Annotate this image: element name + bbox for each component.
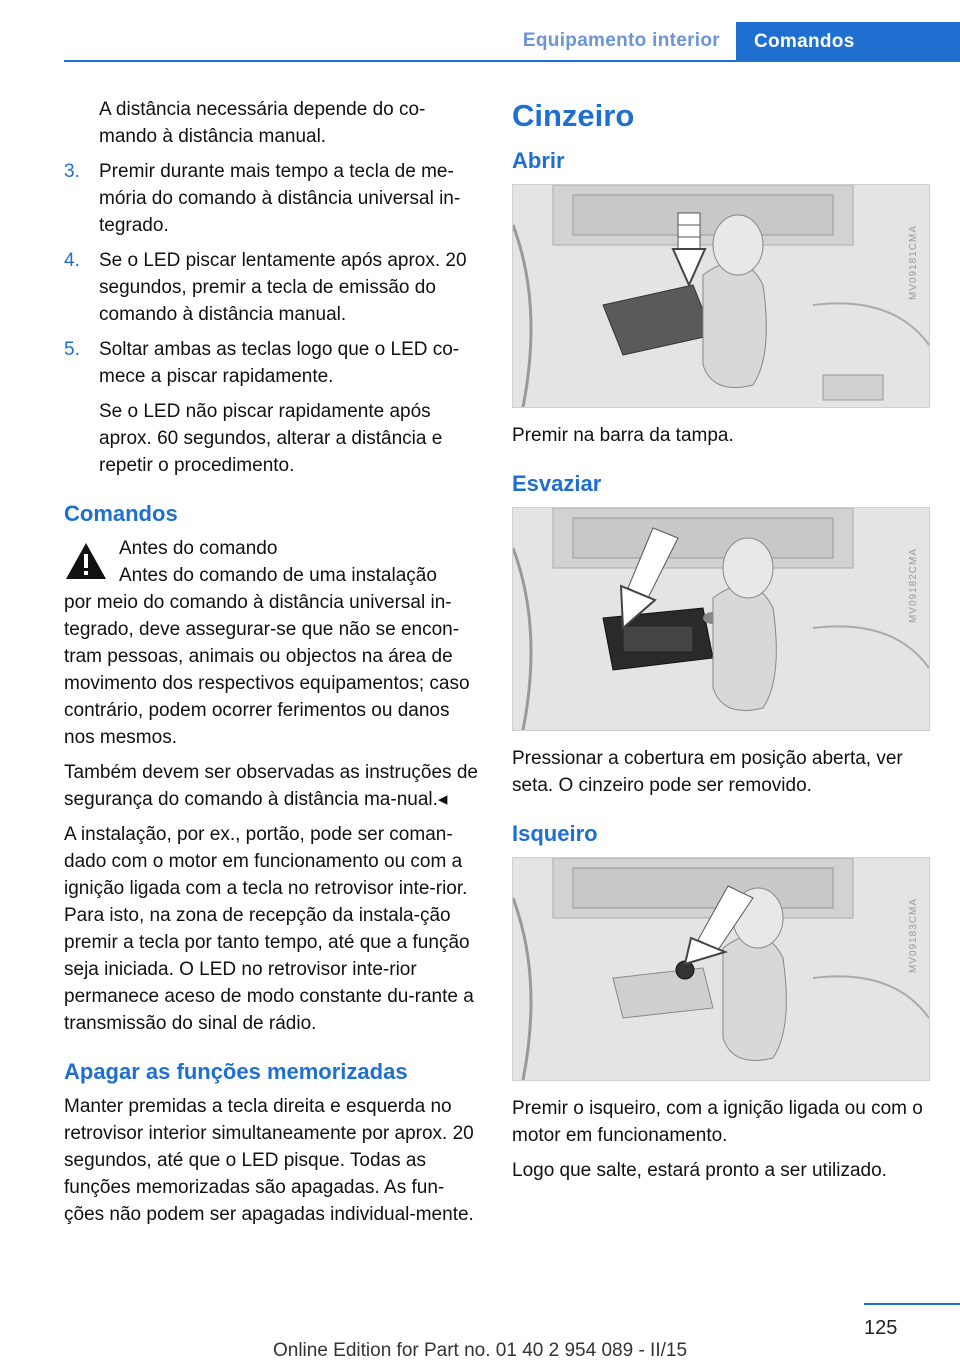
header-section-title: Equipamento interior (522, 30, 720, 51)
page-number: 125 (864, 1317, 898, 1339)
warning-block (64, 535, 480, 751)
steps-list (64, 158, 480, 479)
isqueiro-heading: Isqueiro (512, 821, 598, 846)
step-number: 5. (64, 339, 80, 360)
cigarette-lighter-illustration (513, 858, 929, 1080)
apagar-heading: Apagar as funções memorizadas (64, 1059, 408, 1084)
page-header (0, 22, 960, 62)
step-text: Soltar ambas as teclas logo que o LED co-mece a piscar rapidamente. (99, 339, 460, 387)
isqueiro-caption: Premir o isqueiro, com a ignição ligada ou com o motor em funcionamento. (512, 1098, 923, 1146)
step-number: 4. (64, 250, 80, 271)
ashtray-empty-illustration (513, 508, 929, 730)
figure-code: MV09182CMA (908, 548, 919, 624)
figure-abrir (512, 184, 930, 408)
abrir-caption: Premir na barra da tampa. (512, 425, 734, 446)
comandos-heading: Comandos (64, 501, 178, 526)
figure-code: MV09181CMA (908, 225, 919, 301)
esvaziar-caption: Pressionar a cobertura em posição aberta, ver seta. O cinzeiro pode ser removido. (512, 748, 903, 796)
figure-esvaziar (512, 507, 930, 731)
figure-code: MV09183CMA (908, 898, 919, 974)
step-extra-text: Se o LED não piscar rapidamente após aprox. 60 segundos, alterar a distância e repetir o procedimento. (99, 401, 443, 476)
ashtray-open-illustration (513, 185, 929, 407)
figure-isqueiro (512, 857, 930, 1081)
step-text: Premir durante mais tempo a tecla de me-mória do comando à distância universal in-tegrado. (99, 161, 461, 236)
esvaziar-heading: Esvaziar (512, 471, 602, 496)
cinzeiro-title: Cinzeiro (512, 98, 635, 133)
intro-text: A distância necessária depende do co-mando à distância manual. (99, 99, 426, 147)
header-rule (64, 60, 960, 62)
header-tab-comandos: Comandos (736, 22, 960, 62)
left-column (64, 96, 480, 1236)
list-item (64, 247, 480, 328)
installation-text: A instalação, por ex., portão, pode ser coman-dado com o motor em funcionamento ou com a ignição ligada com a tecla no retrovisor inte-rior. Para isto, na zona de recepção da instala-ção premir a tecla por tanto tempo, até que a função seja iniciada. O LED no retrovisor inte-rior permanece aceso de modo constante du-rante a transmissão do sinal de rádio. (64, 824, 474, 1034)
abrir-heading: Abrir (512, 148, 565, 173)
list-item (64, 158, 480, 239)
warning-text: por meio do comando à distância universal in-tegrado, deve assegurar-se que não se encon-tram pessoas, animais ou objectos na área de movimento dos respectivos equipamentos; caso contrário, podem ocorrer ferimentos ou danos nos mesmos. (64, 592, 470, 748)
step-number: 3. (64, 161, 80, 182)
warning-title: Antes do comando (119, 538, 278, 559)
apagar-text: Manter premidas a tecla direita e esquerda no retrovisor interior simultaneamente por aprox. 20 segundos, até que o LED pisque. Todas as funções memorizadas são apagadas. As fun-ções não podem ser apagadas individual-mente. (64, 1096, 474, 1225)
step-text: Se o LED piscar lentamente após aprox. 20 segundos, premir a tecla de emissão do comando à distância manual. (99, 250, 467, 325)
list-item (64, 336, 480, 479)
isqueiro-caption-2: Logo que salte, estará pronto a ser utilizado. (512, 1160, 887, 1181)
right-column (512, 96, 932, 1192)
warning-triangle-icon (64, 541, 108, 581)
edition-note: Online Edition for Part no. 01 40 2 954 089 - II/15 (272, 1340, 688, 1361)
warning-safety-text: Também devem ser observadas as instruções de segurança do comando à distância ma-nual.◂ (64, 762, 478, 810)
warning-line: Antes do comando de uma instalação (119, 565, 437, 586)
footer-rule (864, 1303, 960, 1305)
